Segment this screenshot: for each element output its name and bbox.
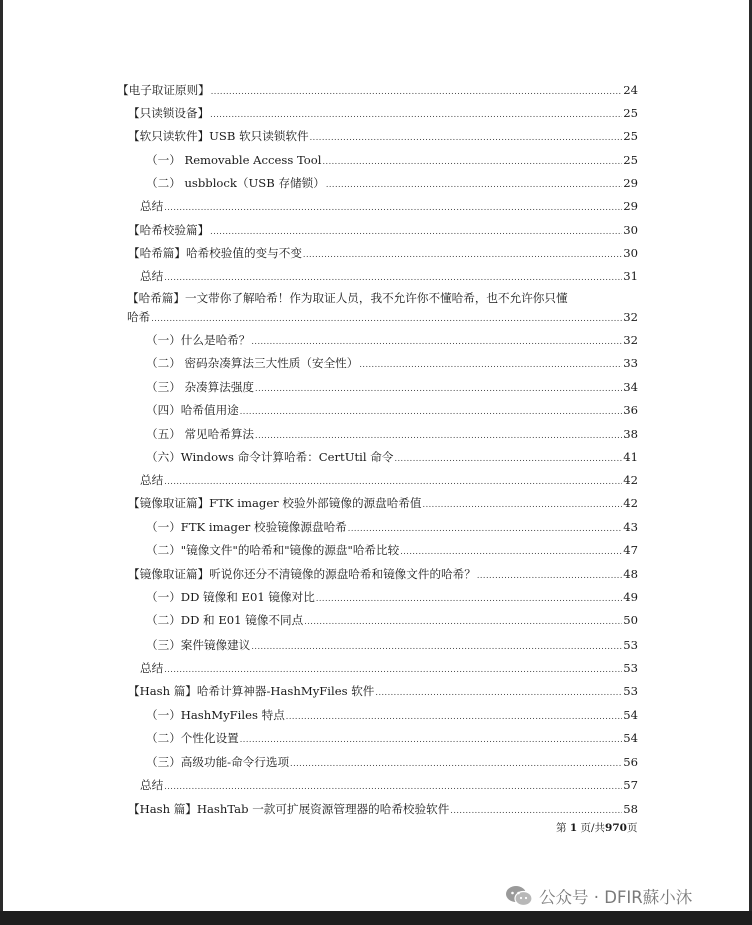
- toc-entry-title: 【软只读软件】USB 软只读锁软件: [128, 129, 309, 143]
- toc-entry[interactable]: [140, 198, 638, 214]
- toc-entry[interactable]: [128, 222, 638, 238]
- toc-entry-page-number: 38: [623, 427, 638, 441]
- toc-entry-page-number: 31: [623, 269, 638, 283]
- toc-dot-leader: [348, 521, 622, 537]
- toc-entry-page-number: 25: [623, 106, 638, 120]
- toc-entry-page-number: 36: [623, 403, 638, 417]
- toc-entry[interactable]: [117, 82, 638, 98]
- toc-entry-title: 【电子取证原则】: [117, 83, 210, 97]
- toc-entry[interactable]: [128, 105, 638, 121]
- toc-entry[interactable]: [146, 612, 638, 628]
- toc-entry-page-number: 42: [623, 496, 638, 510]
- toc-entry-title: 总结: [140, 199, 164, 213]
- toc-entry-title: （二） 密码杂凑算法三大性质（安全性）: [146, 356, 359, 370]
- toc-entry-title: 【只读锁设备】: [128, 106, 210, 120]
- toc-entry[interactable]: [146, 707, 638, 723]
- toc-entry-wrapped-line[interactable]: 【哈希篇】一文带你了解哈希！作为取证人员，我不允许你不懂哈希，也不允许你只懂: [127, 291, 568, 305]
- toc-entry-page-number: 58: [623, 802, 638, 816]
- toc-entry[interactable]: [146, 542, 638, 558]
- page-number-footer: [556, 820, 637, 835]
- toc-entry-title: （三）案件镜像建议: [146, 638, 251, 652]
- toc-dot-leader: [303, 247, 622, 263]
- toc-entry-title: 总结: [140, 661, 164, 675]
- toc-entry-title: 【Hash 篇】哈希计算神器-HashMyFiles 软件: [128, 684, 375, 698]
- toc-entry-page-number: 48: [623, 567, 638, 581]
- toc-entry-title: （一）什么是哈希？: [146, 333, 251, 347]
- toc-entry-title: （四）哈希值用途: [146, 403, 239, 417]
- footer-prefix: 第: [556, 822, 567, 834]
- toc-entry[interactable]: [146, 152, 638, 168]
- toc-entry-page-number: 53: [623, 661, 638, 675]
- footer-current-page: 1: [569, 822, 578, 834]
- toc-entry-page-number: 24: [623, 83, 638, 97]
- toc-entry-page-number: 47: [623, 543, 638, 557]
- toc-entry-page-number: 34: [623, 380, 638, 394]
- footer-total-pages: 970: [605, 822, 627, 834]
- toc-entry-page-number: 30: [623, 223, 638, 237]
- toc-entry[interactable]: [146, 589, 638, 605]
- toc-entry-page-number: 54: [623, 708, 638, 722]
- toc-entry[interactable]: [146, 332, 638, 348]
- toc-dot-leader: [255, 428, 622, 444]
- toc-entry-title: 【哈希校验篇】: [128, 223, 210, 237]
- toc-entry-title: 总结: [140, 778, 164, 792]
- toc-entry-title: （一）HashMyFiles 特点: [146, 708, 285, 722]
- toc-entry[interactable]: [146, 426, 638, 442]
- toc-entry[interactable]: [146, 449, 638, 465]
- toc-entry-page-number: 53: [623, 638, 638, 652]
- toc-entry[interactable]: [146, 175, 638, 191]
- toc-entry[interactable]: [128, 566, 638, 582]
- toc-entry-title: （五） 常见哈希算法: [146, 427, 255, 441]
- toc-entry[interactable]: [140, 268, 638, 284]
- toc-entry-page-number: 33: [623, 356, 638, 370]
- toc-entry-title: 总结: [140, 269, 164, 283]
- toc-entry[interactable]: [140, 660, 638, 676]
- toc-dot-leader: [164, 474, 622, 490]
- toc-dot-leader: [450, 803, 622, 819]
- bottom-frame-bar: [0, 911, 752, 925]
- toc-entry[interactable]: [146, 519, 638, 535]
- toc-entry-page-number: 53: [623, 684, 638, 698]
- toc-entry-page-number: 32: [623, 333, 638, 347]
- toc-entry[interactable]: [146, 637, 638, 653]
- toc-entry-title: （二） usbblock（USB 存储锁）: [146, 176, 325, 190]
- toc-dot-leader: [316, 591, 622, 607]
- toc-entry-page-number: 54: [623, 731, 638, 745]
- watermark: [505, 884, 692, 908]
- toc-dot-leader: [304, 614, 622, 630]
- toc-entry-title: 哈希: [127, 310, 151, 324]
- toc-entry-title: 【哈希篇】哈希校验值的变与不变: [128, 246, 302, 260]
- toc-entry-title: （二）DD 和 E01 镜像不同点: [146, 613, 304, 627]
- toc-dot-leader: [240, 404, 622, 420]
- toc-entry-page-number: 32: [623, 310, 638, 324]
- toc-entry[interactable]: [128, 245, 638, 261]
- toc-entry[interactable]: [128, 683, 638, 699]
- toc-entry-page-number: 30: [623, 246, 638, 260]
- toc-entry-page-number: 41: [623, 450, 638, 464]
- toc-entry[interactable]: [146, 754, 638, 770]
- toc-entry-title: （一）FTK imager 校验镜像源盘哈希: [146, 520, 347, 534]
- toc-dot-leader: [240, 732, 622, 748]
- toc-entry[interactable]: [128, 801, 638, 817]
- toc-entry[interactable]: [146, 355, 638, 371]
- toc-entry-title: （一）DD 镜像和 E01 镜像对比: [146, 590, 315, 604]
- toc-entry-page-number: 25: [623, 153, 638, 167]
- toc-entry[interactable]: [140, 472, 638, 488]
- toc-dot-leader: [255, 381, 622, 397]
- toc-dot-leader: [400, 544, 622, 560]
- toc-dot-leader: [210, 224, 622, 240]
- toc-entry-page-number: 25: [623, 129, 638, 143]
- toc-entry-title: （六）Windows 命令计算哈希：CertUtil 命令: [146, 450, 394, 464]
- toc-dot-leader: [290, 756, 622, 772]
- toc-dot-leader: [286, 709, 622, 725]
- toc-entry-page-number: 56: [623, 755, 638, 769]
- page-edge-left: [0, 0, 3, 925]
- toc-entry-page-number: 29: [623, 176, 638, 190]
- toc-dot-leader: [164, 270, 622, 286]
- toc-entry-title: 【镜像取证篇】FTK imager 校验外部镜像的源盘哈希值: [128, 496, 422, 510]
- toc-entry-title: （二）个性化设置: [146, 731, 239, 745]
- toc-entry-page-number: 29: [623, 199, 638, 213]
- toc-dot-leader: [359, 357, 622, 373]
- toc-entry-title: 【镜像取证篇】听说你还分不清镜像的源盘哈希和镜像文件的哈希？: [128, 567, 476, 581]
- toc-dot-leader: [375, 685, 622, 701]
- toc-entry-title: 总结: [140, 473, 164, 487]
- toc-dot-leader: [164, 779, 622, 795]
- watermark-text: 公众号 · DFIR蘇小沐: [539, 888, 693, 907]
- toc-entry-page-number: 42: [623, 473, 638, 487]
- toc-dot-leader: [251, 639, 622, 655]
- footer-suffix: 页: [626, 822, 638, 834]
- toc-dot-leader: [164, 200, 622, 216]
- toc-entry[interactable]: [128, 128, 638, 144]
- toc-entry[interactable]: [146, 730, 638, 746]
- toc-entry-title: （三） 杂凑算法强度: [146, 380, 255, 394]
- toc-entry-page-number: 49: [623, 590, 638, 604]
- toc-dot-leader: [151, 311, 622, 327]
- toc-entry-title: （二）"镜像文件"的哈希和"镜像的源盘"哈希比较: [146, 543, 400, 557]
- toc-dot-leader: [310, 130, 623, 146]
- toc-entry[interactable]: [127, 309, 638, 325]
- toc-entry[interactable]: [140, 777, 638, 793]
- toc-dot-leader: [423, 497, 623, 513]
- toc-dot-leader: [326, 177, 622, 193]
- toc-dot-leader: [394, 451, 622, 467]
- toc-entry[interactable]: [128, 495, 638, 511]
- toc-dot-leader: [164, 662, 622, 678]
- toc-entry-page-number: 43: [623, 520, 638, 534]
- toc-entry-page-number: 57: [623, 778, 638, 792]
- footer-middle: 页/共: [580, 822, 606, 834]
- toc-entry-page-number: 50: [623, 613, 638, 627]
- toc-entry-title: （三）高级功能-命令行选项: [146, 755, 290, 769]
- toc-dot-leader: [477, 568, 622, 584]
- toc-dot-leader: [251, 334, 622, 350]
- toc-entry[interactable]: [146, 402, 638, 418]
- toc-dot-leader: [211, 84, 622, 100]
- wechat-icon: [505, 885, 533, 907]
- toc-dot-leader: [210, 107, 622, 123]
- toc-entry-title: （一） Removable Access Tool: [146, 153, 322, 167]
- toc-entry[interactable]: [146, 379, 638, 395]
- toc-dot-leader: [322, 154, 622, 170]
- toc-entry-title: 【Hash 篇】HashTab 一款可扩展资源管理器的哈希校验软件: [128, 802, 450, 816]
